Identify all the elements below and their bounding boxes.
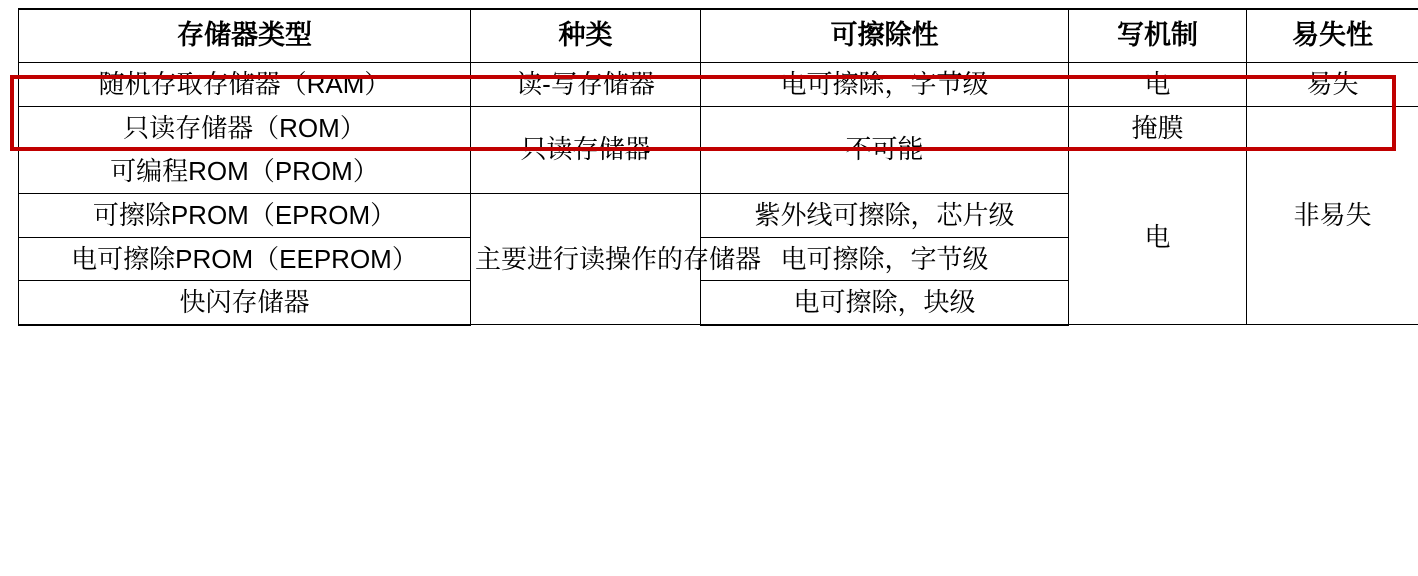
cell-write-electric: 电: [1069, 150, 1247, 325]
table-header-row: [19, 9, 1418, 62]
cell-write-ram: 电: [1069, 62, 1247, 106]
cell-type-rom: 只读存储器（ROM）: [19, 106, 471, 150]
column-header-volatility: 易失性: [1247, 9, 1418, 62]
column-header-write-mechanism: 写机制: [1069, 9, 1247, 62]
cell-category-rom: 只读存储器: [471, 106, 701, 193]
cell-category-readwrite: 读-写存储器: [471, 62, 701, 106]
cell-type-eprom: 可擦除PROM（EPROM）: [19, 193, 471, 237]
cell-erasability-ram: 电可擦除，字节级: [701, 62, 1069, 106]
cell-erasability-eprom: 紫外线可擦除，芯片级: [701, 193, 1069, 237]
column-header-type: 存储器类型: [19, 9, 471, 62]
cell-erasability-flash: 电可擦除，块级: [701, 281, 1069, 325]
cell-write-rom: 掩膜: [1069, 106, 1247, 150]
column-header-category: 种类: [471, 9, 701, 62]
cell-category-mostly-read: 主要进行读操作的存储器: [471, 193, 701, 325]
cell-volatility-ram: 易失: [1247, 62, 1418, 106]
cell-type-prom: 可编程ROM（PROM）: [19, 150, 471, 194]
memory-types-table: [18, 8, 1418, 326]
table-row: [19, 62, 1418, 106]
cell-volatility-nonvolatile: 非易失: [1247, 106, 1418, 325]
cell-erasability-eeprom: 电可擦除，字节级: [701, 237, 1069, 281]
cell-erasability-rom: 不可能: [701, 106, 1069, 193]
cell-type-flash: 快闪存储器: [19, 281, 471, 325]
cell-type-eeprom: 电可擦除PROM（EEPROM）: [19, 237, 471, 281]
column-header-erasability: 可擦除性: [701, 9, 1069, 62]
cell-type-ram: 随机存取存储器（RAM）: [19, 62, 471, 106]
table-row: [19, 106, 1418, 150]
